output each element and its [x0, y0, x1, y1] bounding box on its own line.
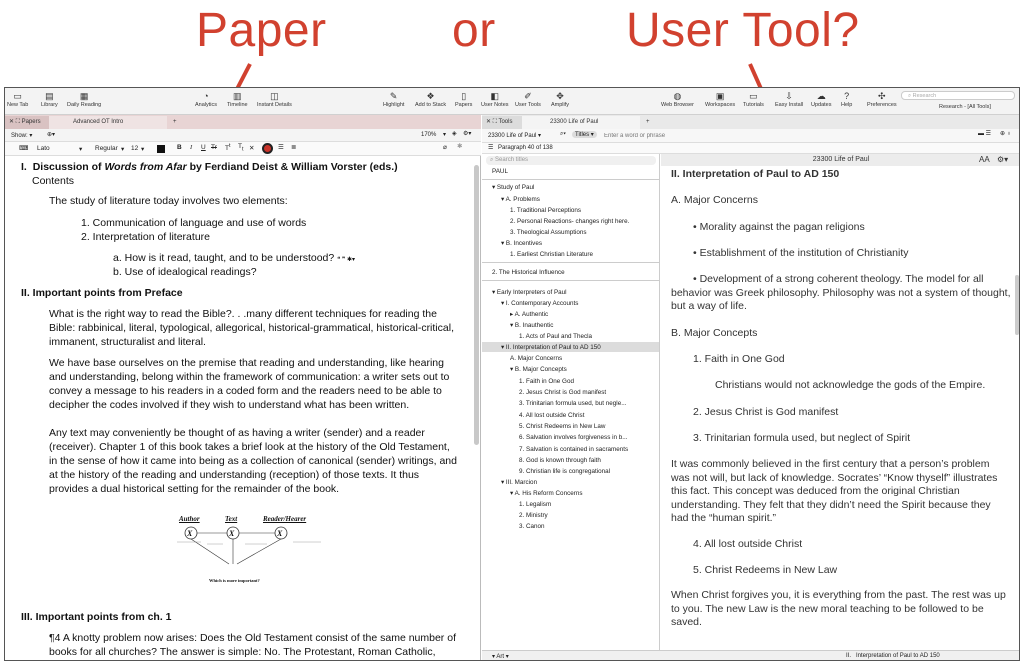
toc-item[interactable]: [492, 269, 565, 276]
toc-item-label: 1. Earliest Christian Literature: [510, 251, 593, 258]
toolbar-label: Tutorials: [743, 102, 764, 108]
left-controls: [5, 129, 481, 142]
layers-icon[interactable]: ◈: [452, 131, 457, 137]
text-bullet-3: • Development of a strong coherent theology. The model for all behavior was Greek philosophy. Philosophy was not a system of thought, but a way of life.: [671, 273, 1011, 312]
tab-label: Advanced OT Intro: [73, 119, 124, 125]
text-paragraph: It was commonly believed in the first century that a person’s problem was not will, but lack of knowledge. Socrates’ “Know thyself” illustrates this fact. This concept was deduced from the original Christian understanding. They felt that they didn’t need the Spirit because they had the “human spirit.”: [671, 458, 998, 524]
align-center-icon[interactable]: ☰: [278, 144, 284, 151]
bold-button[interactable]: B: [177, 144, 182, 151]
tutorials-icon: ▭: [749, 91, 758, 101]
heading-3: III. Important points from ch. 1: [21, 611, 172, 623]
toc-item[interactable]: [510, 322, 553, 329]
highlight-icon: ✎: [389, 91, 398, 101]
format-bar: [5, 142, 481, 156]
chevron-down-icon: ▾: [141, 146, 145, 153]
right-tab-bar: [482, 115, 1020, 129]
text-paragraph-2: When Christ forgives you, it is everything from the past. The rest was up to you. The new Law is the new moral teaching to be followed to be saved.: [671, 589, 1006, 628]
align-list-icon[interactable]: ≣: [291, 144, 297, 151]
headline-paper: Paper: [196, 4, 327, 57]
paper-document[interactable]: [5, 156, 473, 661]
disclosure-triangle-icon[interactable]: ▸: [510, 311, 515, 318]
toc-item[interactable]: [519, 523, 545, 530]
style-select[interactable]: Regular: [95, 145, 118, 152]
status-left-label: Art: [496, 654, 505, 660]
library-icon: ▤: [45, 91, 54, 101]
left-tab-bar: [5, 115, 481, 129]
toc-search-input[interactable]: ⌕ Search titles: [486, 156, 656, 165]
status-location: II. Interpretation of Paul to AD 150: [846, 653, 940, 659]
left-scrollbar[interactable]: [474, 165, 479, 445]
stack-icon: ❖: [426, 91, 435, 101]
toc-item-label: 4. All lost outside Christ: [519, 412, 585, 419]
show-label: Show:: [11, 133, 28, 139]
close-icon[interactable]: ✕ ⛶: [486, 119, 499, 125]
research-input[interactable]: ⌕ Research: [901, 91, 1015, 100]
communication-diagram: [171, 512, 331, 588]
toolbar-label: Web Browser: [661, 102, 694, 108]
text-concept-3: 3. Trinitarian formula used, but neglect of Spirit: [693, 432, 911, 444]
add-icon[interactable]: ⊕ ♁: [1000, 131, 1012, 137]
toc-item[interactable]: [519, 412, 584, 419]
toc-item[interactable]: [492, 184, 534, 191]
text-concept-5: 5. Christ Redeems in New Law: [693, 564, 838, 576]
show-menu[interactable]: Show: ▾: [11, 133, 33, 139]
scope-icon[interactable]: ⊕▾: [47, 132, 56, 138]
toolbar-label: Workspaces: [705, 102, 736, 108]
preferences-icon: ✣: [878, 91, 886, 101]
toolbar-library-button[interactable]: [41, 91, 58, 108]
toolbar-highlight-button[interactable]: [383, 91, 404, 108]
diagram-text-label: Text: [225, 515, 238, 523]
diagram-reader-label: Reader/Hearer: [263, 515, 307, 523]
disclosure-triangle-icon[interactable]: ▾: [510, 490, 515, 497]
toc-divider: [482, 179, 660, 180]
status-select[interactable]: ▾ Art ▾: [492, 654, 509, 660]
list-icon[interactable]: ▬ ☰: [978, 131, 992, 137]
size-select[interactable]: 12: [131, 145, 139, 152]
toolbar-web-browser-button[interactable]: [661, 91, 694, 108]
paragraph-4: Any text may conveniently be thought of as having a writer (sender) and a reader (receiver). Chapter 1 of this book takes a brief look at the history of the Old Testament, in the sense of how it came into being as a collection of canonical (sender) writings, and at the history of the reading and understanding (reception) of those texts. It thus provides a dual historical setting for the remainder of the book.: [49, 427, 457, 495]
toolbar-label: Amplify: [551, 102, 570, 108]
disclosure-triangle-icon[interactable]: ▾: [510, 322, 515, 329]
toc-item-label: 1. Acts of Paul and Thecla: [519, 333, 593, 340]
font-size-icon[interactable]: AA: [979, 155, 990, 164]
toc-item[interactable]: [519, 333, 592, 340]
download-icon: ⇩: [785, 91, 793, 101]
text-pane-header: [661, 154, 1020, 166]
toolbar-label: Highlight: [383, 102, 405, 108]
chevron-down-icon: ▾: [79, 146, 83, 153]
toolbar-label: Papers: [455, 102, 473, 108]
toc-item[interactable]: [510, 229, 587, 236]
toc-item-label: 1. Legalism: [519, 501, 552, 508]
font-select[interactable]: Lato: [37, 145, 50, 152]
new-tab-button[interactable]: +: [173, 119, 177, 125]
analytics-icon: ◔: [203, 91, 209, 101]
tools-pane: [482, 115, 1020, 661]
calendar-icon: ▦: [79, 91, 89, 101]
accordance-window: [4, 87, 1020, 661]
heading-2: II. Important points from Preface: [21, 287, 183, 299]
toc-item-label: 2. The Historical Influence: [492, 269, 565, 276]
paragraph-1: The study of literature today involves two elements:: [49, 195, 288, 207]
toolbar-help-button[interactable]: [841, 91, 852, 108]
module-select[interactable]: 23300 Life of Paul ▾: [488, 133, 542, 139]
toolbar-user-notes-button[interactable]: [481, 91, 509, 108]
instant-details-icon: ◫: [270, 91, 279, 101]
timeline-icon: ▥: [233, 91, 242, 101]
search-icon[interactable]: ⌕▾: [560, 131, 566, 137]
disclosure-triangle-icon[interactable]: ▾: [501, 240, 506, 247]
text-bullet-2: • Establishment of the institution of Christianity: [693, 247, 909, 259]
toolbar-label: Instant Details: [257, 102, 292, 108]
toolbar-label: Updates: [811, 102, 832, 108]
toc-item-label: I. Contemporary Accounts: [505, 300, 579, 307]
toc-item[interactable]: [510, 311, 548, 318]
search-bar: [482, 129, 1020, 143]
toolbar-workspaces-button[interactable]: [705, 91, 735, 108]
toc-item-label: B. Major Concepts: [514, 366, 567, 373]
text-bullet-1: • Morality against the pagan religions: [693, 221, 865, 233]
toc-item[interactable]: [519, 400, 626, 407]
main-toolbar: [5, 88, 1019, 115]
toc-item-label: A. Problems: [505, 196, 540, 203]
paragraph-position: Paragraph 40 of 138: [498, 145, 553, 151]
disclosure-triangle-icon[interactable]: ▾: [501, 196, 506, 203]
help-icon: ?: [844, 91, 850, 101]
note-markers-icon: ❝ ❞ ✱▾: [337, 257, 355, 263]
toolbar-new-tab-button[interactable]: [7, 91, 28, 108]
highlight-color-swatch[interactable]: [262, 143, 273, 154]
text-section-a: A. Major Concerns: [671, 194, 758, 206]
paragraph-icon: ☰: [488, 145, 494, 151]
toc-item-label: A. His Reform Concerns: [514, 490, 583, 497]
list-item-b: b. Use of idealogical readings?: [113, 266, 257, 278]
subscript-button[interactable]: $T_t$: [238, 143, 244, 153]
toc-item-label: 3. Trinitarian formula used, but negle...: [519, 400, 627, 407]
toolbar-label: Timeline: [227, 102, 248, 108]
toolbar-daily-reading-button[interactable]: [67, 91, 101, 108]
toc-item[interactable]: [519, 378, 574, 385]
text-heading: II. Interpretation of Paul to AD 150: [671, 168, 840, 180]
toc-item[interactable]: [510, 251, 593, 258]
disclosure-triangle-icon[interactable]: ▾: [492, 184, 497, 191]
paragraph-bar: [482, 143, 1020, 154]
toc-item-label: 9. Christian life is congregational: [519, 468, 611, 475]
contents-label: Contents: [32, 175, 75, 187]
toc-item[interactable]: [519, 423, 605, 430]
module-label: 23300 Life of Paul: [488, 133, 537, 139]
toolbar-label: User Tools: [515, 102, 541, 108]
toc-item[interactable]: [519, 389, 606, 396]
toc-item[interactable]: [501, 344, 601, 351]
toc-item[interactable]: [501, 479, 537, 486]
tab-group-label: Papers: [21, 119, 41, 125]
close-icon[interactable]: ✕ ⛶: [9, 119, 22, 125]
toolbar-label: New Tab: [7, 102, 29, 108]
toc-item[interactable]: [492, 289, 567, 296]
tab-group-tools[interactable]: [482, 116, 522, 129]
toc-item[interactable]: [519, 446, 628, 453]
clear-format-icon[interactable]: ✕: [249, 145, 255, 152]
filter-select[interactable]: Titles ▾: [572, 131, 597, 138]
search-icon: ⌕: [490, 157, 496, 163]
toc-item-label: A. Major Concerns: [510, 355, 563, 362]
paperclip-icon[interactable]: ⌀: [443, 144, 447, 151]
text-color-swatch[interactable]: [157, 145, 165, 153]
diagram-x-reader: X: [277, 529, 283, 538]
toolbar-analytics-button[interactable]: [195, 91, 217, 108]
toolbar-user-tools-button[interactable]: [515, 91, 541, 108]
toc-item-label: 1. Traditional Perceptions: [510, 207, 582, 214]
headline-or: or: [452, 4, 496, 57]
papers-pane: [5, 115, 481, 661]
paragraph-5: ¶4 A knotty problem now arises: Does the Old Testament consist of the same number of books for all churches? The answer is simple: No. The Protestant, Roman Catholic,: [49, 632, 456, 658]
toc-divider: [482, 280, 660, 281]
toc-item-label: 7. Salvation is contained in sacraments: [519, 446, 629, 453]
disclosure-triangle-icon[interactable]: ▾: [501, 300, 506, 307]
toc-item[interactable]: [510, 207, 581, 214]
toolbar-amplify-button[interactable]: [551, 91, 569, 108]
toolbar-timeline-button[interactable]: [227, 91, 248, 108]
diagram-x-text: X: [229, 529, 235, 538]
status-bar: [482, 650, 1020, 661]
text-pane-title: 23300 Life of Paul: [812, 156, 870, 163]
paragraph-3: We have base ourselves on the premise that reading and understanding, like hearing and understanding, belong within the framework of communication: a writer sets out to convey a message to his readers in a coded form and the readers need to be able to decipher the codes involved if they wish to understand what has been written.: [49, 357, 450, 411]
toc-item-label: B. Incentives: [505, 240, 542, 247]
amplify-icon: ✥: [556, 91, 564, 101]
toc-item[interactable]: [519, 501, 551, 508]
toolbar-instant-details-button[interactable]: [257, 91, 292, 108]
toc-item[interactable]: [519, 434, 628, 441]
user-tools-icon: ✐: [524, 91, 532, 101]
toolbar-label: Easy Install: [775, 102, 804, 108]
right-scrollbar[interactable]: [1015, 275, 1019, 335]
workspaces-icon: ▣: [715, 91, 725, 101]
chevron-down-icon[interactable]: ▾: [443, 132, 447, 138]
toc-item[interactable]: [519, 457, 601, 464]
toc-item[interactable]: [510, 218, 629, 225]
chevron-down-icon: ▾: [121, 146, 125, 153]
toolbar-updates-button[interactable]: [811, 91, 832, 108]
toc-item[interactable]: [510, 490, 582, 497]
tab-advanced-ot-intro[interactable]: [49, 116, 167, 129]
toc-item[interactable]: [501, 240, 542, 247]
text-concept-4: 4. All lost outside Christ: [693, 538, 803, 550]
toc-item-label: III. Marcion: [505, 479, 538, 486]
toc-item-label: A. Authentic: [514, 311, 549, 318]
toc-item-label: Early Interpreters of Paul: [496, 289, 567, 296]
globe-icon: ◍: [673, 91, 682, 101]
gear-icon[interactable]: ⚙▾: [463, 131, 472, 137]
toc-item-label: 8. God is known through faith: [519, 457, 601, 464]
text-concept-2: 2. Jesus Christ is God manifest: [693, 406, 839, 418]
headline-user-tool: User Tool?: [626, 4, 860, 57]
toc-item-label: 2. Jesus Christ is God manifest: [519, 389, 607, 396]
toc-item[interactable]: [492, 168, 508, 175]
toc-item[interactable]: [510, 366, 567, 373]
diagram-author-label: Author: [179, 515, 200, 523]
disclosure-triangle-icon[interactable]: ▾: [510, 366, 515, 373]
toc-item-label: II. Interpretation of Paul to AD 150: [505, 344, 601, 351]
italic-button[interactable]: I: [190, 144, 193, 151]
toolbar-label: Analytics: [195, 102, 218, 108]
superscript-button[interactable]: $T^t$: [225, 143, 231, 153]
toolbar-label: Daily Reading: [67, 102, 102, 108]
research-scope: Research - [All Tools]: [939, 104, 991, 110]
paragraph-2: What is the right way to read the Bible?. . .many different techniques for reading the Bible: rabbinical, literal, typological, allegorical, historical-grammatical, historical-critical, immanent, structuralist and literal.: [49, 308, 454, 348]
text-concept-1-note: Christians would not acknowledge the gods of the Empire.: [715, 379, 986, 391]
status-right-label: Interpretation of Paul to AD 150: [856, 653, 940, 659]
toc-item-label: B. Inauthentic: [514, 322, 554, 329]
toolbar-preferences-button[interactable]: [867, 91, 897, 108]
toolbar-add-to-stack-button[interactable]: [415, 91, 446, 108]
gear-icon[interactable]: ⚙▾: [997, 155, 1009, 164]
toolbar-papers-button[interactable]: [455, 91, 472, 108]
toc-item-label: 2. Personal Reactions- changes right here.: [510, 218, 630, 225]
tab-life-of-paul[interactable]: [522, 116, 640, 129]
disclosure-triangle-icon[interactable]: ▾: [492, 289, 497, 296]
toc-item-label: 3. Theological Assumptions: [510, 229, 587, 236]
keyboard-icon[interactable]: ⌨: [19, 145, 29, 152]
tab-label: 23300 Life of Paul: [550, 119, 599, 125]
toc-item-label: 3. Canon: [519, 523, 545, 530]
asterisk-icon[interactable]: ✱: [457, 143, 463, 150]
toc-item-label: 6. Salvation involves forgiveness in b...: [519, 434, 628, 441]
toc-item[interactable]: [501, 300, 578, 307]
heading-1: I. Discussion of Words from Afar by Ferdiand Deist & William Vorster (eds.): [21, 161, 398, 173]
toc-item[interactable]: [519, 468, 610, 475]
list-item-2: 2. Interpretation of literature: [81, 231, 210, 243]
zoom-select[interactable]: 170%: [421, 132, 437, 138]
toc-item[interactable]: [510, 355, 562, 362]
list-item-1: 1. Communication of language and use of words: [81, 217, 307, 229]
toc-item-label: 5. Christ Redeems in New Law: [519, 423, 606, 430]
papers-icon: ▯: [461, 91, 467, 101]
toc-item-label: 2. Ministry: [519, 512, 548, 519]
toc-item-label: PAUL: [492, 168, 508, 175]
new-tab-icon: ▭: [13, 91, 22, 101]
text-concept-1: 1. Faith in One God: [693, 353, 785, 365]
filter-label: Titles: [575, 132, 590, 138]
toc-divider: [482, 262, 660, 263]
notes-icon: ◧: [490, 91, 499, 101]
text-section-b: B. Major Concepts: [671, 327, 758, 339]
disclosure-triangle-icon[interactable]: ▾: [501, 479, 506, 486]
toolbar-label: Add to Stack: [415, 102, 447, 108]
toc-item-label: 1. Faith in One God: [519, 378, 574, 385]
list-item-a: a. How is it read, taught, and to be understood? ❝ ❞ ✱▾: [113, 252, 355, 264]
strikethrough-button[interactable]: Tr: [211, 144, 217, 151]
tab-group-label: Tools: [498, 119, 513, 125]
titles-browser: [482, 154, 660, 650]
toolbar-label: Library: [41, 102, 58, 108]
diagram-caption: Which is more important?: [209, 578, 260, 583]
toolbar-label: Help: [841, 102, 853, 108]
toc-item[interactable]: [501, 196, 540, 203]
toolbar-tutorials-button[interactable]: [743, 91, 764, 108]
search-input[interactable]: [604, 130, 904, 141]
toolbar-label: Preferences: [867, 102, 897, 108]
diagram-x-author: X: [187, 529, 193, 538]
disclosure-triangle-icon[interactable]: ▾: [501, 344, 506, 351]
cloud-icon: ☁: [816, 91, 826, 101]
underline-button[interactable]: U: [201, 144, 206, 151]
toolbar-easy-install-button[interactable]: [775, 91, 803, 108]
tab-group-papers[interactable]: [5, 116, 49, 129]
toolbar-label: User Notes: [481, 102, 509, 108]
toc-item-label: Study of Paul: [496, 184, 535, 191]
tool-text[interactable]: [661, 154, 1020, 650]
toc-item[interactable]: [519, 512, 548, 519]
new-tab-button[interactable]: +: [646, 119, 650, 125]
